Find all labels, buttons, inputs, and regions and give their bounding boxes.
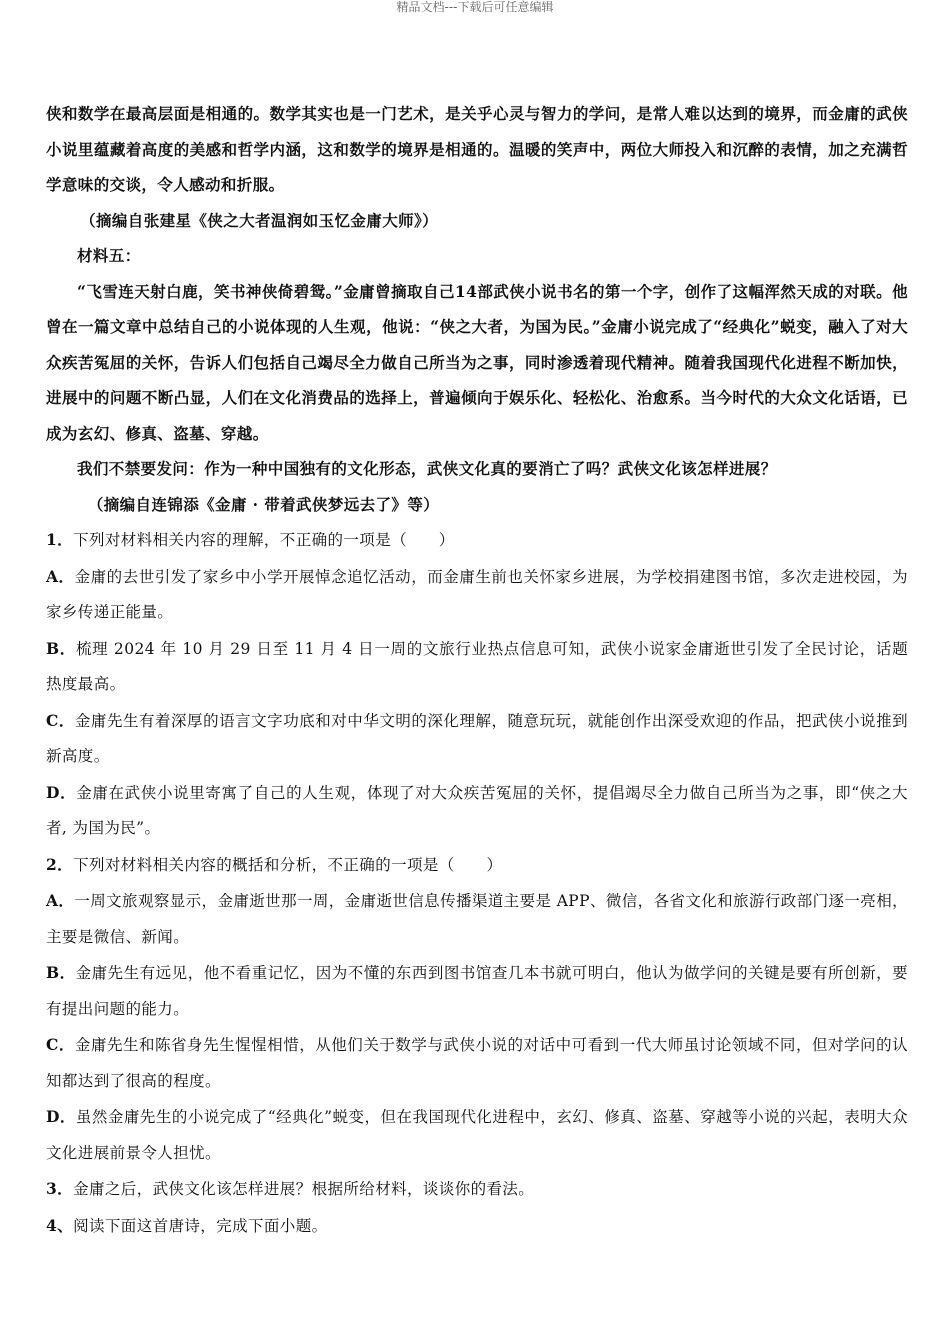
question-stem: 金庸之后，武侠文化该怎样进展？根据所给材料，谈谈你的看法。 xyxy=(73,1180,535,1198)
material-paragraph: 侠和数学在最高层面是相通的。数学其实也是一门艺术，是关乎心灵与智力的学问，是常人难以达到的境界，而金庸的武侠小说里蕴藏着高度的美感和哲学内涵，这和数学的境界是相通的。温暖的笑声中，两位大师投入和沉醉的表情，加之充满哲学意味的交谈，令人感动和折服。 xyxy=(46,104,908,194)
material-source: （摘编自张建星《侠之大者温润如玉忆金庸大师》） xyxy=(80,210,439,230)
material-paragraph: 我们不禁要发问：作为一种中国独有的文化形态，武侠文化真的要消亡了吗？武侠文化该怎样进展？ xyxy=(77,459,777,478)
option-text: 梳理 2024 年 10 月 29 日至 11 月 4 日一周的文旅行业热点信息可知，武侠小说家金庸逝世引发了全民讨论，话题热度最高。 xyxy=(46,639,908,693)
question-stem: 下列对材料相关内容的概括和分析，不正确的一项是（ ） xyxy=(73,855,503,874)
option-a xyxy=(46,559,908,631)
question-number: 4、 xyxy=(46,1215,74,1235)
option-c xyxy=(46,1027,908,1099)
question-stem: 下列对材料相关内容的理解，不正确的一项是（ ） xyxy=(73,531,455,549)
material-heading: 材料五： xyxy=(77,246,141,265)
question-4 xyxy=(46,1208,908,1245)
question-stem: 阅读下面这首唐诗，完成下面小题。 xyxy=(73,1216,328,1235)
option-text: 金庸的去世引发了家乡中小学开展悼念追忆活动，而金庸生前也关怀家乡进展，为学校捐建图书馆，多次走进校园，为家乡传递正能量。 xyxy=(46,567,908,621)
option-d xyxy=(46,775,908,847)
question-number: 2． xyxy=(46,854,74,874)
option-text: 金庸在武侠小说里寄寓了自己的人生观，体现了对大众疾苦冤屈的关怀，提倡竭尽全力做自己所当为之事，即“侠之大者, 为国为民”。 xyxy=(46,783,908,837)
option-label: C． xyxy=(46,1035,75,1054)
option-label: B． xyxy=(46,963,76,982)
material-source: （摘编自连锦添《金庸 · 带着武侠梦远去了》等） xyxy=(87,494,440,514)
option-d xyxy=(46,1099,908,1171)
option-text: 金庸先生有着深厚的语言文字功底和对中华文明的深化理解，随意玩玩，就能创作出深受欢迎的作品，把武侠小说推到新高度。 xyxy=(46,711,908,765)
option-c xyxy=(46,703,908,775)
option-label: A． xyxy=(46,566,75,586)
page-header: 精品文档---下载后可任意编辑 xyxy=(396,0,554,14)
option-text: 金庸先生有远见，他不看重记忆，因为不懂的东西到图书馆查几本书就可明白，他认为做学问的关键是要有所创新，要有提出问题的能力。 xyxy=(46,964,908,1018)
option-label: D． xyxy=(46,1107,76,1126)
question-3 xyxy=(46,1171,908,1208)
option-label: D． xyxy=(46,782,77,802)
question-number: 3． xyxy=(46,1179,74,1198)
option-label: B． xyxy=(46,638,76,658)
question-2 xyxy=(46,847,908,884)
option-b xyxy=(46,631,908,703)
question-number: 1． xyxy=(46,530,74,549)
option-b xyxy=(46,955,908,1027)
option-a xyxy=(46,883,908,955)
material-paragraph: “飞雪连天射白鹿，笑书神侠倚碧鸳。”金庸曾摘取自己14部武侠小说书名的第一个字，创作了这幅浑然天成的对联。他曾在一篇文章中总结自己的小说体现的人生观，他说：“侠之大者，为国为民。”金庸小说完成了“经典化”蜕变，融入了对大众疾苦冤屈的关怀，告诉人们包括自己竭尽全力做自己所当为之事，同时渗透着现代精神。随着我国现代化进程不断加快，进展中的问题不断凸显，人们在文化消费品的选择上，普遍倾向于娱乐化、轻松化、治愈系。当今时代的大众文化话语，已成为玄幻、修真、盗墓、穿越。 xyxy=(46,281,908,443)
option-label: C． xyxy=(46,710,75,730)
option-text: 金庸先生和陈省身先生惺惺相惜，从他们关于数学与武侠小说的对话中可看到一代大师虽讨论领域不同，但对学问的认知都达到了很高的程度。 xyxy=(46,1036,908,1090)
option-label: A． xyxy=(46,891,75,910)
option-text: 虽然金庸先生的小说完成了“经典化”蜕变，但在我国现代化进程中，玄幻、修真、盗墓、穿越等小说的兴起，表明大众文化进展前景令人担忧。 xyxy=(46,1108,908,1162)
question-1 xyxy=(46,522,908,559)
option-text: 一周文旅观察显示，金庸逝世那一周，金庸逝世信息传播渠道主要是 APP、微信，各省文化和旅游行政部门逐一亮相，主要是微信、新闻。 xyxy=(46,892,909,946)
document-body xyxy=(46,96,908,1244)
